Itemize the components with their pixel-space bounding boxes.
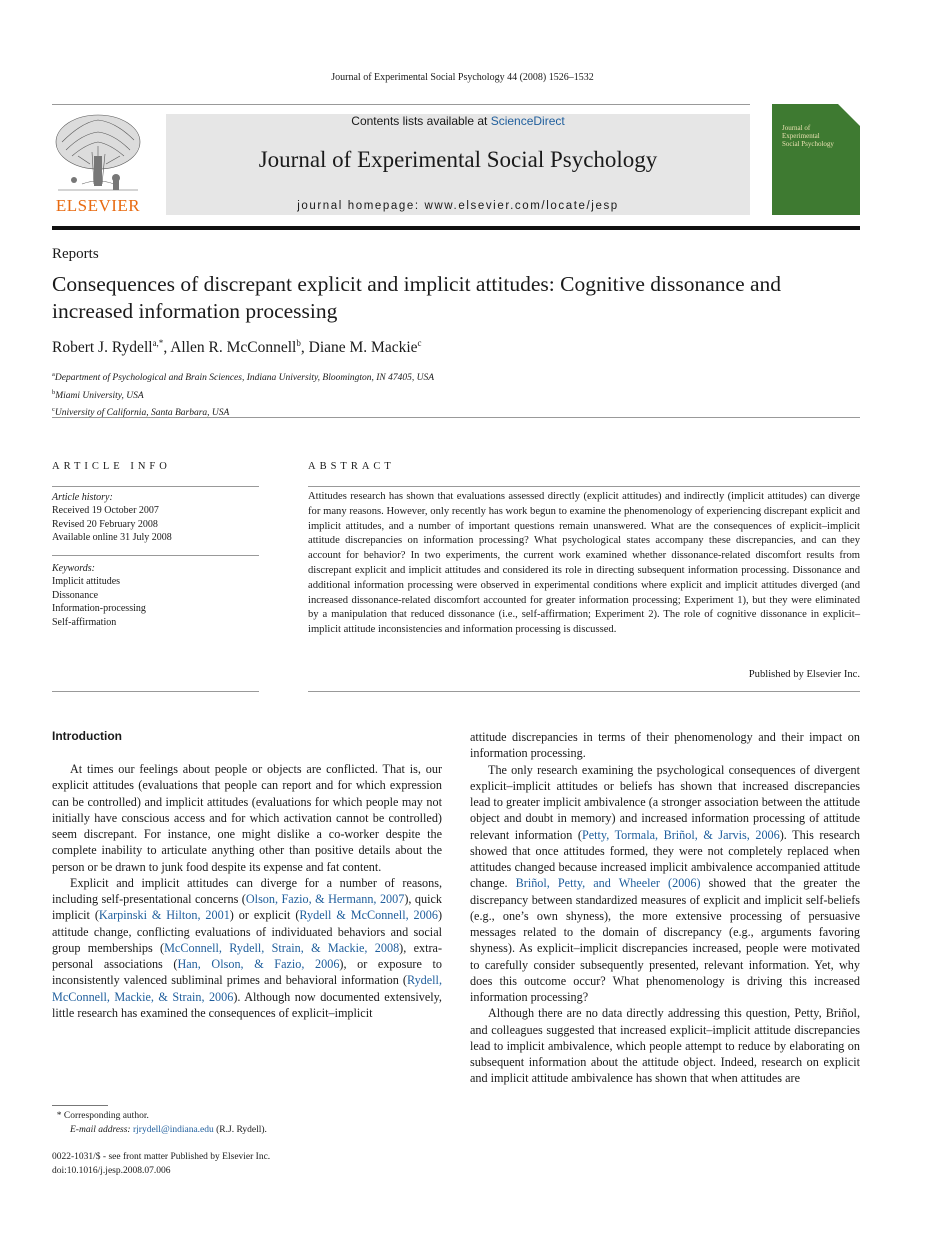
affiliation <box>52 403 434 421</box>
cover-title <box>782 124 834 148</box>
citation-link[interactable]: Karpinski & Hilton, 2001 <box>98 908 230 923</box>
body-left-column <box>52 761 442 1021</box>
section-label: Reports <box>52 246 99 262</box>
author-list: Robert J. Rydell$^{a,*}$, Allen R. McConnell$^b$, Diane M. Mackie$^c$ <box>52 338 422 357</box>
text-run: ). Although now documented extensively, little research has examined the consequences of explicit–implicit <box>52 989 442 1020</box>
history-label: Article history: <box>52 492 113 503</box>
footnote-email <box>52 1123 267 1137</box>
publisher-wordmark: ELSEVIER <box>55 196 141 215</box>
text-run: showed that the greater the discrepancy between standardized measures of explicit and implicit self-beliefs (e.g., one’s own shyness), the more extensive processing of persuasive messages related to the domain of discrepancy (e.g., arguments favoring shyness). As explicit–implicit discrepancies increased, people were motivated to carefully consider subsequently presented, relevant information. Yet, why does this outcome occur? What phenomenology is driving this increased information processing? <box>470 876 860 1004</box>
journal-homepage[interactable]: journal homepage: www.elsevier.com/locate/jesp <box>297 200 619 212</box>
published-by: Published by Elsevier Inc. <box>748 669 860 680</box>
cover-title-line: Social Psychology <box>782 140 834 148</box>
affil-text: Miami University, USA <box>55 390 144 401</box>
author-name: Allen R. McConnell <box>170 339 297 357</box>
history-revised: Revised 20 February 2008 <box>52 518 158 530</box>
email-label: E-mail address: <box>70 1125 133 1135</box>
tree-icon <box>52 112 144 198</box>
paragraph <box>470 762 860 1006</box>
footnote <box>52 1109 267 1137</box>
doi-line: doi:10.1016/j.jesp.2008.07.006 <box>52 1165 171 1176</box>
issn-line: 0022-1031/$ - see front matter Published by Elsevier Inc. <box>52 1152 271 1162</box>
text-run: ) attitude change, conflicting evaluations of individuated behaviors and social group memberships ( <box>52 908 442 955</box>
text-run: ), quick implicit ( <box>52 892 443 923</box>
keywords-block <box>52 562 146 629</box>
front-matter-info <box>52 1151 270 1178</box>
affiliation <box>52 386 434 404</box>
cover-title-line: Experimental <box>782 132 820 140</box>
text-run: ) or explicit ( <box>229 908 300 923</box>
sciencedirect-link[interactable]: ScienceDirect <box>490 114 565 128</box>
paragraph: attitude discrepancies in terms of their phenomenology and their impact on information processing. <box>470 730 860 761</box>
introduction-heading: Introduction <box>52 729 122 743</box>
article-info-heading: ARTICLE INFO <box>52 461 171 472</box>
journal-title: Journal of Experimental Social Psychology <box>258 147 658 172</box>
info-rule <box>52 691 259 692</box>
author-name: Diane M. Mackie <box>308 339 418 357</box>
author-affil-mark: c <box>417 338 422 348</box>
history-online: Available online 31 July 2008 <box>52 532 172 544</box>
text-run: ), extra-personal associations ( <box>52 940 442 971</box>
elsevier-logo <box>52 112 144 216</box>
contents-line <box>166 114 750 128</box>
journal-cover <box>772 104 860 215</box>
affiliations <box>52 368 434 421</box>
abstract-rule <box>308 691 860 692</box>
cover-corner <box>838 104 860 126</box>
citation-link[interactable]: McConnell, Rydell, Strain, & Mackie, 2008 <box>164 940 400 955</box>
affil-text: Department of Psychological and Brain Sciences, Indiana University, Bloomington, IN 47405, USA <box>54 373 435 384</box>
paragraph: At times our feelings about people or objects are conflicted. That is, our explicit attitudes (evaluations that people can report and for which expression can be controlled) and implicit attitudes (evaluations for which people may not initially have conscious access and for which activation cannot be controlled) seem discrepant. For instance, one might dislike a co-worker despite the complete inability to articulate anything other than positive details about the person or be drawn to junk food despite its expense and fat content. <box>52 762 442 874</box>
divider <box>52 417 860 418</box>
author-name: Robert J. Rydell <box>52 339 153 357</box>
citation-link[interactable]: Olson, Fazio, & Hermann, 2007 <box>245 892 405 906</box>
citation-link[interactable]: Briñol, Petty, and Wheeler (2006) <box>515 876 701 891</box>
journal-banner <box>166 114 750 215</box>
text-run: The only research examining the psychological consequences of divergent explicit–implicit attitudes or beliefs has shown that increased discrepancies lead to greater implicit ambivalence (a stronger association between the attitude object and doubt in memory) and increased information processing of attitude relevant information ( <box>470 762 860 842</box>
author-affil-mark: a,* <box>152 338 164 348</box>
cover-title-line: Journal of <box>782 124 811 132</box>
abstract-heading: ABSTRACT <box>308 461 395 472</box>
affil-mark: a <box>52 371 55 378</box>
running-head: Journal of Experimental Social Psychology 44 (2008) 1526–1532 <box>331 72 594 83</box>
info-rule <box>52 555 259 556</box>
keyword: Information-processing <box>52 603 146 615</box>
keyword: Self-affirmation <box>52 616 117 628</box>
article-title: Consequences of discrepant explicit and implicit attitudes: Cognitive dissonance and increased information processing <box>52 272 782 323</box>
contents-prefix: Contents lists available at <box>351 114 491 128</box>
keywords-label: Keywords: <box>52 563 95 574</box>
citation-link[interactable]: Rydell & McConnell, 2006 <box>299 908 438 923</box>
footnote-rule <box>52 1105 108 1106</box>
keyword: Implicit attitudes <box>52 576 121 588</box>
email-link[interactable]: rjrydell@indiana.edu <box>132 1125 214 1135</box>
affil-text: University of California, Santa Barbara, USA <box>54 408 230 419</box>
footnote-corresponding <box>52 1109 267 1123</box>
citation-link[interactable]: Han, Olson, & Fazio, 2006 <box>177 957 340 971</box>
abstract-rule <box>308 486 860 487</box>
footnote-text: Corresponding author. <box>63 1111 149 1121</box>
paragraph: Although there are no data directly addressing this question, Petty, Briñol, and colleagues suggested that increased explicit–implicit attitude discrepancies lead to implicit ambivalence, which people attempt to reduce by elaborating on subsequent information about the attitude object. Indeed, research on explicit and implicit attitude ambivalence has shown that when attitudes are <box>470 1006 860 1086</box>
info-rule <box>52 486 259 487</box>
email-suffix: (R.J. Rydell). <box>213 1125 267 1135</box>
affil-mark: c <box>52 406 55 414</box>
paragraph <box>52 875 442 1021</box>
citation-link[interactable]: Rydell, McConnell, Mackie, & Strain, 2006 <box>52 973 442 1004</box>
abstract-text: Attitudes research has shown that evaluations assessed directly (explicit attitudes) and indirectly (implicit attitudes) can diverge for many reasons. However, only recently has work begun to examine the phenomenology of experiencing discrepant explicit and implicit attitudes, and a number of important questions remain unanswered. What are the consequences of explicit–implicit attitude discrepancies on information processing? What psychological states accompany these discrepancies, and can they account for behavior? In two experiments, the current work examined whether dissonance-related discomfort results from discrepant explicit and implicit attitudes and considered its role in directing subsequent information processing. Dissonance and additional information processing were observed in experimental conditions where explicit and implicit attitudes diverged (and increased dissonance-related discomfort accounted for greater information processing; Experiment 1), but they were eliminated by a manipulation that reduced dissonance (i.e., self-affirmation; Experiment 2). The role of cognitive dissonance in explicit–implicit attitude inconsistencies and information processing is discussed. <box>308 491 860 636</box>
body-right-column <box>470 729 860 1087</box>
header-rule <box>52 104 750 105</box>
text-run: ). This research showed that once attitudes formed, they were not completely replaced when attitudes changed because increased implicit ambivalence accompanied attitude change. <box>470 827 860 891</box>
affiliation <box>52 368 434 386</box>
text-run: Explicit and implicit attitudes can diverge for a number of reasons, including self-presentational concerns ( <box>52 875 442 906</box>
keyword: Dissonance <box>52 589 99 601</box>
author-affil-mark: b <box>296 338 301 348</box>
text-run: ), or exposure to inconsistently valenced subliminal primes and behavioral information ( <box>52 957 442 988</box>
citation-link[interactable]: Petty, Tormala, Briñol, & Jarvis, 2006 <box>581 827 780 842</box>
affil-mark: b <box>52 388 56 396</box>
history-received: Received 19 October 2007 <box>52 505 159 517</box>
footnote-star: * <box>56 1111 62 1121</box>
article-history <box>52 491 172 545</box>
header-thick-rule <box>52 226 860 230</box>
